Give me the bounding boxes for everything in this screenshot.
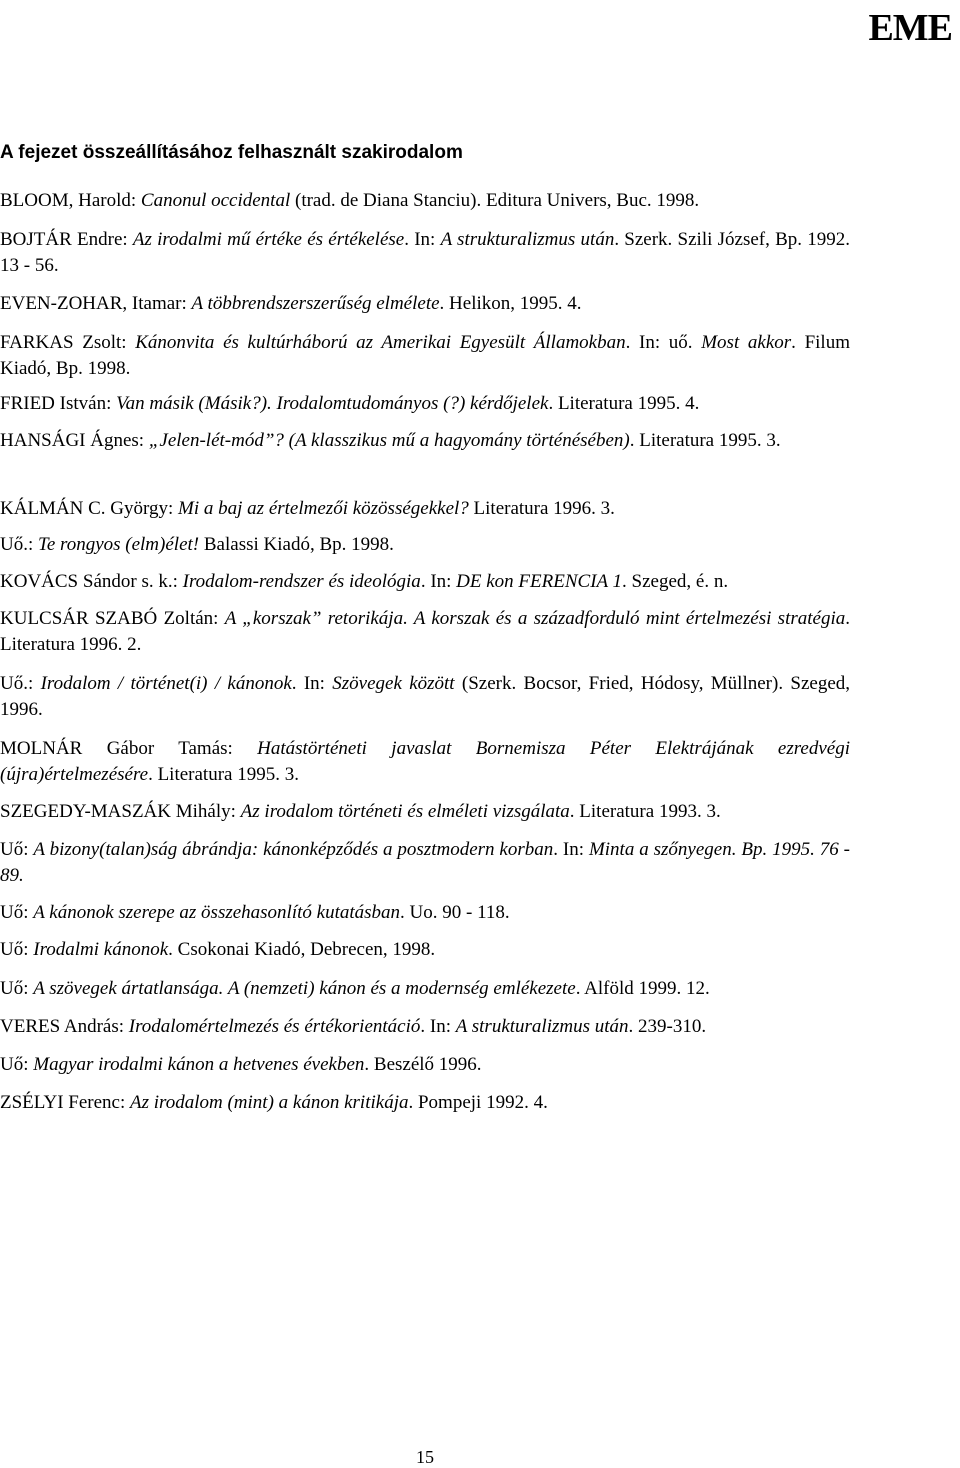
- bib-text: EVEN-ZOHAR, Itamar:: [0, 293, 192, 314]
- bib-text: . Szerk. Szili József, Bp. 1992. 13 - 56.: [0, 229, 850, 276]
- bib-text: . Literatura 1993. 3.: [569, 801, 721, 822]
- bib-title: Irodalmi kánonok: [33, 939, 169, 960]
- bib-title: Kánonvita és kultúrháború az Amerikai Egyesült Államokban: [135, 332, 626, 353]
- bib-title: DE kon FERENCIA 1: [456, 571, 623, 592]
- bib-text: . 239-310.: [628, 1016, 707, 1037]
- bib-title: „Jelen-lét-mód”? (A klasszikus mű a hagyomány történésében): [148, 430, 630, 451]
- bib-text: ZSÉLYI Ferenc:: [0, 1092, 131, 1113]
- bib-text: . Literatura 1995. 4.: [548, 393, 700, 414]
- bib-entry: [0, 391, 850, 417]
- section-heading: A fejezet összeállításához felhasznált szakirodalom: [0, 142, 463, 163]
- bib-entry: [0, 976, 850, 1002]
- bib-entry: [0, 1014, 850, 1040]
- bib-entry: [0, 1090, 850, 1116]
- bib-title: Szövegek között: [332, 673, 455, 694]
- bib-entry: [0, 900, 850, 926]
- bib-text: Uő:: [0, 1054, 34, 1075]
- bib-title: A kánonok szerepe az összehasonlító kutatásban: [33, 902, 401, 923]
- bib-text: . Szeged, é. n.: [622, 571, 729, 592]
- bib-title: A „korszak” retorikája. A korszak és a századforduló mint értelmezési stratégia: [224, 608, 846, 629]
- bib-entry: [0, 799, 850, 825]
- bib-text: . Uo. 90 - 118.: [400, 902, 510, 923]
- bib-text: Uő:: [0, 902, 34, 923]
- bib-text: Uő.:: [0, 673, 41, 694]
- bib-entry: [0, 291, 850, 317]
- bib-text: . Literatura 1995. 3.: [148, 764, 299, 785]
- bib-text: . In:: [420, 1016, 456, 1037]
- bib-text: Uő:: [0, 978, 34, 999]
- bib-text: . Literatura 1995. 3.: [629, 430, 781, 451]
- bib-entry: [0, 227, 850, 279]
- bib-entry: [0, 330, 850, 382]
- bib-text: . Alföld 1999. 12.: [575, 978, 710, 999]
- bib-text: . Helikon, 1995. 4.: [439, 293, 582, 314]
- bib-entry: [0, 671, 850, 723]
- bib-text: . Filum Kiadó, Bp. 1998.: [0, 332, 850, 379]
- bib-title: Canonul occidental: [140, 190, 291, 211]
- bib-entry: [0, 569, 850, 595]
- bib-title: Minta a szőnyegen. Bp. 1995. 76 - 89.: [0, 839, 851, 886]
- bib-text: . Pompeji 1992. 4.: [408, 1092, 548, 1113]
- bib-entry: [0, 496, 850, 522]
- bib-title: A strukturalizmus után: [455, 1016, 629, 1037]
- bib-text: . Beszélő 1996.: [364, 1054, 482, 1075]
- bib-text: Uő:: [0, 939, 34, 960]
- bib-title: A strukturalizmus után: [440, 229, 615, 250]
- bib-title: Irodalom / történet(i) / kánonok: [40, 673, 292, 694]
- bib-entry: [0, 736, 850, 788]
- bib-text: . In: uő.: [625, 332, 702, 353]
- bib-title: Az irodalom történeti és elméleti vizsgálata: [240, 801, 570, 822]
- bib-title: Te rongyos (elm)élet!: [38, 534, 200, 555]
- bib-text: BOJTÁR Endre:: [0, 229, 133, 250]
- bib-text: MOLNÁR Gábor Tamás:: [0, 738, 258, 759]
- bib-title: Az irodalom (mint) a kánon kritikája: [130, 1092, 409, 1113]
- bib-title: Magyar irodalmi kánon a hetvenes években: [33, 1054, 365, 1075]
- bib-title: Hatástörténeti javaslat Bornemisza Péter Elektrájának ezredvégi (újra)értelmezésére: [0, 738, 850, 785]
- bib-title: Most akkor: [701, 332, 792, 353]
- bib-text: VERES András:: [0, 1016, 129, 1037]
- bib-title: A bizony(talan)ság ábrándja: kánonképződés a posztmodern korban: [33, 839, 554, 860]
- bib-title: Irodalom-rendszer és ideológia: [182, 571, 421, 592]
- eme-logo: EME: [868, 7, 952, 49]
- bib-entry: [0, 837, 850, 889]
- bib-entry: [0, 428, 850, 454]
- bib-title: Van másik (Másik?). Irodalomtudományos (?) kérdőjelek: [116, 393, 549, 414]
- bib-text: BLOOM, Harold:: [0, 190, 141, 211]
- bib-title: A többrendszerszerűség elmélete: [191, 293, 440, 314]
- page-number: 15: [416, 1447, 434, 1467]
- bib-title: Irodalomértelmezés és értékorientáció: [128, 1016, 421, 1037]
- bib-text: . Literatura 1996. 2.: [0, 608, 850, 655]
- bib-entry: [0, 1052, 850, 1078]
- bib-text: Literatura 1996. 3.: [468, 498, 615, 519]
- bib-text: KOVÁCS Sándor s. k.:: [0, 571, 183, 592]
- bib-text: KÁLMÁN C. György:: [0, 498, 179, 519]
- bib-title: Mi a baj az értelmezői közösségekkel?: [178, 498, 469, 519]
- bib-text: . Csokonai Kiadó, Debrecen, 1998.: [168, 939, 436, 960]
- bib-text: FARKAS Zsolt:: [0, 332, 136, 353]
- bib-text: (Szerk. Bocsor, Fried, Hódosy, Müllner). Szeged, 1996.: [0, 673, 851, 720]
- bib-entry: [0, 606, 850, 658]
- bib-text: . In:: [420, 571, 457, 592]
- bib-entry: [0, 937, 850, 963]
- bib-text: KULCSÁR SZABÓ Zoltán:: [0, 608, 225, 629]
- bib-text: HANSÁGI Ágnes:: [0, 430, 149, 451]
- bib-text: Uő.:: [0, 534, 38, 555]
- bib-text: . In:: [404, 229, 441, 250]
- bib-text: FRIED István:: [0, 393, 117, 414]
- bib-text: . In:: [553, 839, 589, 860]
- bib-entry: [0, 532, 850, 558]
- bib-title: Az irodalmi mű értéke és értékelése: [132, 229, 405, 250]
- bib-text: Balassi Kiadó, Bp. 1998.: [199, 534, 394, 555]
- bib-text: (trad. de Diana Stanciu). Editura Univers, Buc. 1998.: [290, 190, 700, 211]
- bib-title: A szövegek ártatlansága. A (nemzeti) kánon és a modernség emlékezete: [33, 978, 576, 999]
- bib-entry: [0, 188, 850, 214]
- bib-text: SZEGEDY-MASZÁK Mihály:: [0, 801, 241, 822]
- bib-text: Uő:: [0, 839, 34, 860]
- bib-text: . In:: [291, 673, 333, 694]
